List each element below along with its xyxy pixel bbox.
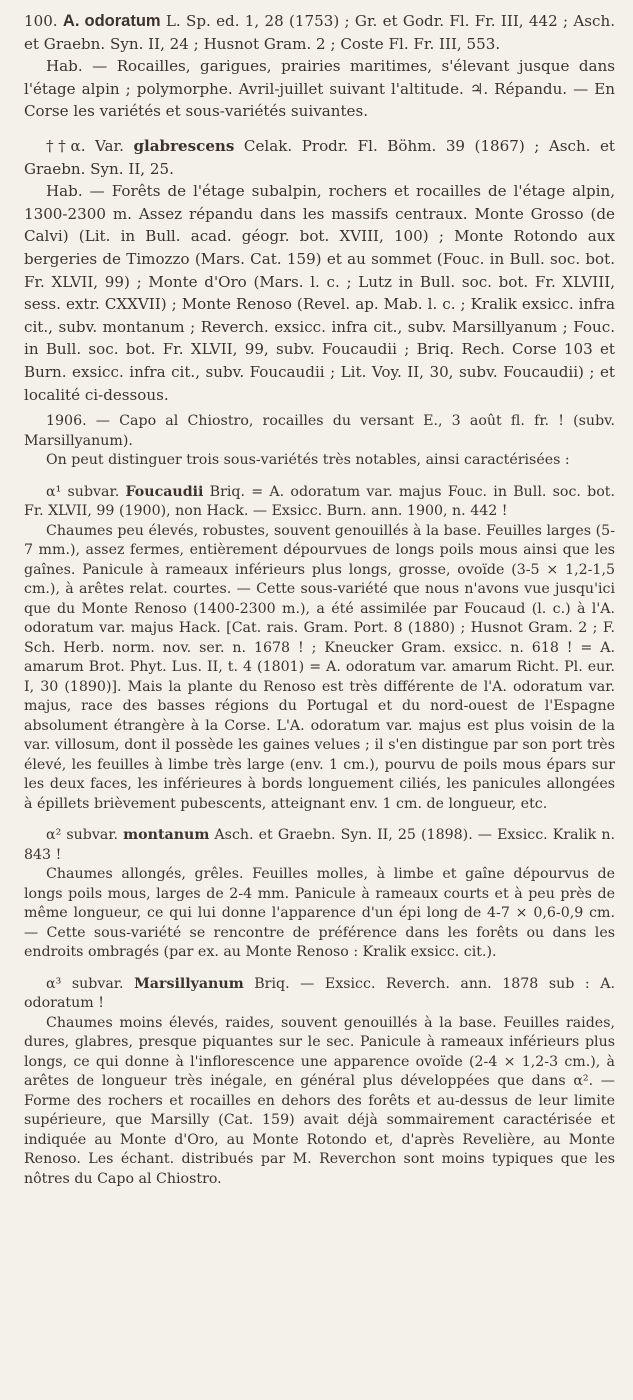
variety-citation: Celak. Prodr. Fl. Böhm. 39 (1867) ; Asch. et Graebn. Syn. II, 25.: [24, 136, 615, 178]
subvariety-1-header: [24, 483, 615, 522]
variety-mark: ††α. Var.: [46, 136, 124, 155]
subvariety-1-citation: Briq. = A. odoratum var. majus Fouc. in Bull. soc. bot. Fr. XLVII, 99 (1900), non Hack. — Exsicc. Burn. ann. 1900, n. 442 !: [24, 483, 616, 520]
species-entry: [24, 10, 615, 55]
subvariety-3-name: Marsillyanum: [134, 975, 244, 992]
species-name: A. odoratum: [62, 12, 161, 30]
subvarieties-intro: On peut distinguer trois sous-variétés très notables, ainsi caractérisées :: [46, 452, 570, 469]
species-citation: L. Sp. ed. 1, 28 (1753) ; Gr. et Godr. Fl. Fr. III, 442 ; Asch. et Graebn. Syn. II, 24 ; Husnot Gram. 2 ; Coste Fl. Fr. III, 553.: [24, 12, 615, 53]
variety-entry: [24, 135, 615, 180]
subvariety-1-mark: α¹ subvar.: [46, 483, 120, 500]
species-number: 100.: [24, 12, 58, 30]
collection-record: 1906. — Capo al Chiostro, rocailles du versant E., 3 août fl. fr. ! (subv. Marsillyanum).: [24, 413, 615, 449]
subvariety-3-header: [24, 975, 615, 1014]
subvariety-3-citation: Briq. — Exsicc. Reverch. ann. 1878 sub : A. odoratum !: [24, 975, 616, 1012]
subvariety-2-citation: Asch. et Graebn. Syn. II, 25 (1898). — Exsicc. Kralik n. 843 !: [24, 827, 615, 863]
subvariety-1-description: Chaumes peu élevés, robustes, souvent genouillés à la base. Feuilles larges (5-7 mm.), assez fermes, entièrement dépourvues de longs poils mous ainsi que les gaînes. Panicule à rameaux inférieurs plus longs, grosse, ovoïde (3-5 × 1,2-1,5 cm.), à arêtes relat. courtes. — Cette sous-variété que nous n'avons vue jusqu'ici que du Monte Renoso (1400-2300 m.), a été assimilée par Foucaud (l. c.) à l'A. odoratum var. majus Hack. [Cat. rais. Gram. Port. 8 (1880) ; Husnot Gram. 2 ; F. Sch. Herb. norm. nov. ser. n. 1678 ! ; Kneucker Gram. exsicc. n. 618 ! = A. amarum Brot. Phyt. Lus. II, t. 4 (1801) = A. odoratum var. amarum Richt. Pl. eur. I, 30 (1890)]. Mais la plante du Renoso est très différente de l'A. odoratum var. majus, race des basses régions du Portugal et du nord-ouest de l'Espagne absolument étrangère à la Corse. L'A. odoratum var. majus est plus voisin de la var. villosum, dont il possède les gaines velues ; il s'en distingue par son port très élevé, les feuilles à limbe très large (env. 1 cm.), pourvu de poils mous épars sur les deux faces, les inférieures à bords longuement ciliés, les panicules allongées à épillets brièvement pubescents, atteignant env. 1 cm. de longueur, etc.: [24, 522, 615, 812]
subvariety-1-name: Foucaudii: [125, 483, 204, 500]
subvariety-2-description: Chaumes allongés, grêles. Feuilles molles, à limbe et gaîne dépourvus de longs poils mous, larges de 2-4 mm. Panicule à rameaux courts et à peu près de même longueur, ce qui lui donne l'apparence d'un épi long de 4-7 × 0,6-0,9 cm. — Cette sous-variété se rencontre de préférence dans les forêts ou dans les endroits ombragés (par ex. au Monte Renoso : Kralik exsicc. cit.).: [24, 866, 615, 961]
subvariety-2-name: montanum: [123, 827, 210, 844]
variety-habitat: Hab. — Forêts de l'étage subalpin, rochers et rocailles de l'étage alpin, 1300-2300 m. Assez répandu dans les massifs centraux. Monte Grosso (de Calvi) (Lit. in Bull. acad. géogr. bot. XVIII, 100) ; Monte Rotondo aux bergeries de Timozzo (Mars. Cat. 159) et au sommet (Fouc. in Bull. soc. bot. Fr. XLVII, 99) ; Monte d'Oro (Mars. l. c. ; Lutz in Bull. soc. bot. Fr. XLVIII, sess. extr. CXXVII) ; Monte Renoso (Revel. ap. Mab. l. c. ; Kralik exsicc. infra cit., subv. montanum ; Reverch. exsicc. infra cit., subv. Marsillyanum ; Fouc. in Bull. soc. bot. Fr. XLVII, 99, subv. Foucaudii ; Briq. Rech. Corse 103 et Burn. exsicc. infra cit., subv. Foucaudii ; Lit. Voy. II, 30, subv. Foucaudii) ; et localité ci-dessous.: [24, 182, 615, 404]
subvariety-2-header: [24, 826, 615, 865]
species-habitat: Hab. — Rocailles, garigues, prairies maritimes, s'élevant jusque dans l'étage alpin ; polymorphe. Avril-juillet suivant l'altitude. ♃. Répandu. — En Corse les variétés et sous-variétés suivantes.: [24, 57, 615, 121]
subvariety-3-mark: α³ subvar.: [46, 975, 124, 992]
variety-name: glabrescens: [133, 136, 235, 155]
subvariety-2-mark: α² subvar.: [46, 827, 119, 844]
subvariety-3-description: Chaumes moins élevés, raides, souvent genouillés à la base. Feuilles raides, dures, glabres, presque piquantes sur le sec. Panicule à rameaux inférieurs plus longs, ce qui donne à l'inflorescence une apparence ovoïde (2-4 × 1,2-3 cm.), à arêtes de longueur très inégale, en général plus développées que dans α². — Forme des rochers et rocailles en dehors des forêts et au-dessus de leur limite supérieure, que Marsilly (Cat. 159) avait déjà sommairement caractérisée et indiquée au Monte d'Oro, au Monte Rotondo et, d'après Revelière, au Monte Renoso. Les échant. distribués par M. Reverchon sont moins typiques que les nôtres du Capo al Chiostro.: [24, 1014, 615, 1187]
